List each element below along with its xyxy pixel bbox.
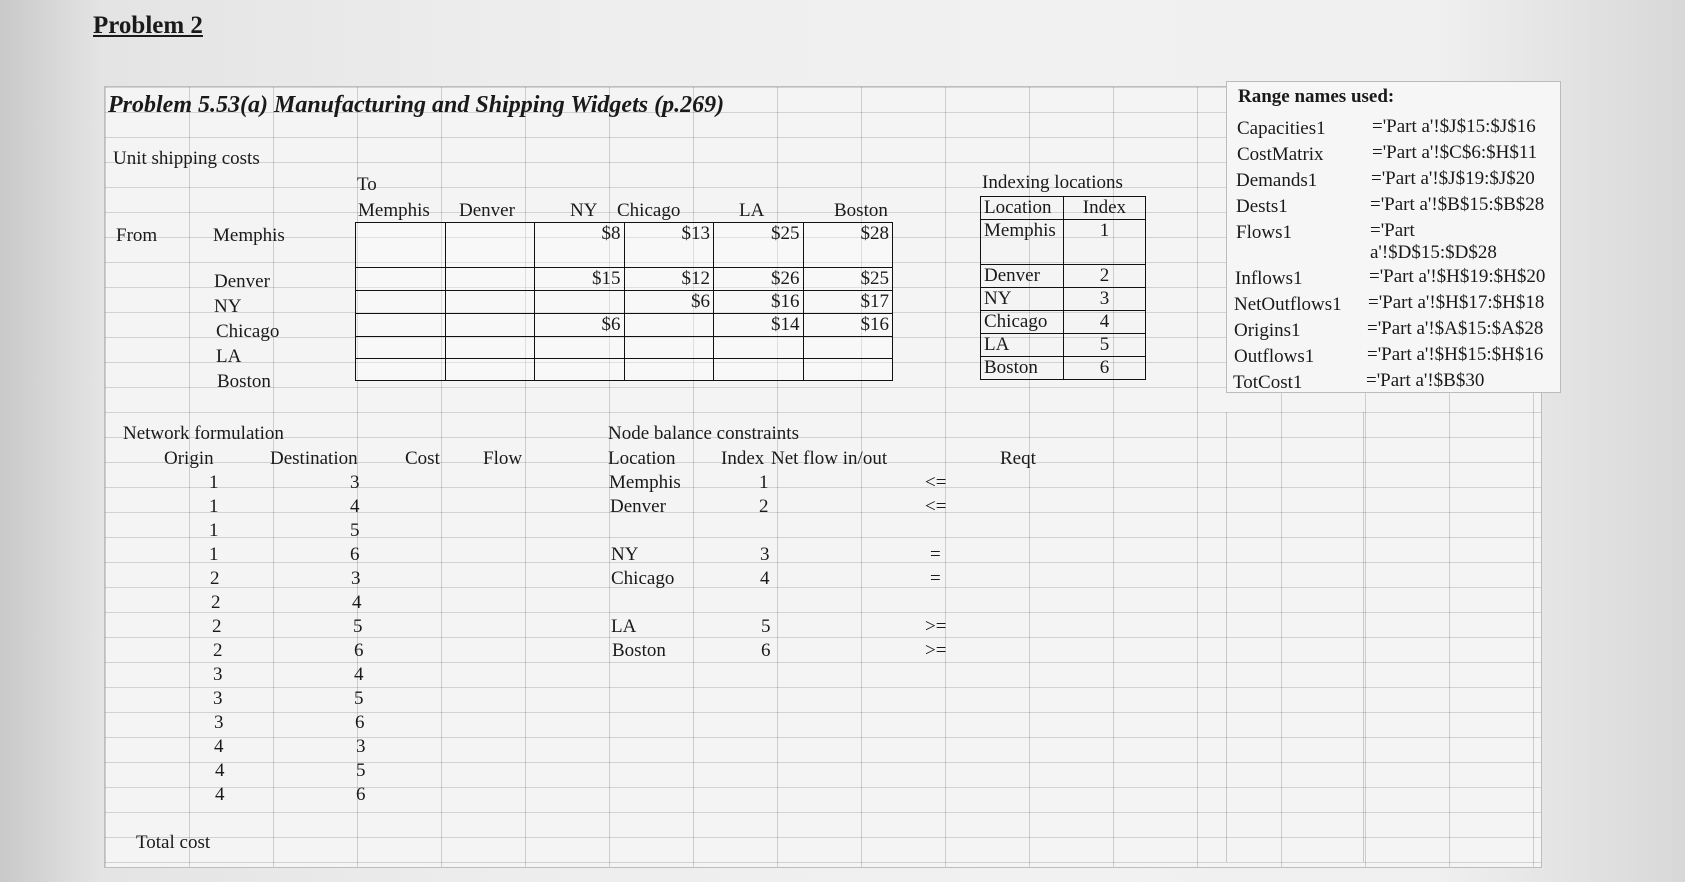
range-name: Inflows1 (1235, 268, 1303, 289)
range-name: CostMatrix (1237, 144, 1324, 165)
cost-cell[interactable] (445, 268, 535, 291)
indexing-index: 4 (1063, 311, 1145, 334)
dest-header-denver: Denver (459, 200, 515, 221)
indexing-title: Indexing locations (982, 172, 1123, 193)
node-location: Memphis (609, 472, 681, 493)
range-name: Outflows1 (1234, 346, 1315, 367)
node-header-index: Index (721, 448, 765, 469)
network-origin: 2 (213, 640, 223, 661)
cost-cell[interactable] (624, 337, 714, 359)
network-origin: 3 (213, 688, 223, 709)
network-destination: 3 (356, 736, 366, 757)
cost-cell[interactable]: $25 (714, 223, 804, 268)
network-origin: 3 (214, 712, 224, 733)
network-header-cost: Cost (405, 448, 440, 469)
origin-label: Denver (214, 271, 270, 292)
indexing-location: LA (981, 334, 1064, 357)
network-destination: 4 (352, 592, 362, 613)
node-location: Boston (612, 640, 666, 661)
network-origin: 1 (209, 544, 219, 565)
network-header-flow: Flow (483, 448, 523, 469)
node-index: 2 (759, 496, 769, 517)
origin-label: NY (214, 296, 242, 317)
network-label: Network formulation (123, 423, 284, 444)
indexing-location: Denver (981, 265, 1064, 288)
network-destination: 5 (350, 520, 360, 541)
cost-cell[interactable]: $25 (803, 268, 893, 291)
indexing-location: NY (981, 288, 1064, 311)
cost-cell[interactable]: $26 (714, 268, 804, 291)
page-title: Problem 2 (93, 12, 203, 39)
unit-shipping-label: Unit shipping costs (113, 148, 260, 169)
range-ref: ='Part a'!$H$15:$H$16 (1367, 344, 1544, 365)
network-destination: 6 (355, 712, 365, 733)
indexing-index: 3 (1063, 288, 1145, 311)
cost-cell[interactable] (535, 359, 625, 381)
network-origin: 2 (211, 592, 221, 613)
range-name: Capacities1 (1237, 118, 1326, 139)
indexing-index: 1 (1063, 220, 1145, 265)
indexing-index: 5 (1063, 334, 1145, 357)
cost-cell[interactable]: $15 (535, 268, 625, 291)
cost-matrix (355, 222, 893, 381)
cost-cell[interactable] (356, 337, 446, 359)
origin-label: Boston (217, 371, 271, 392)
indexing-location: Chicago (981, 311, 1064, 334)
problem-subtitle: Problem 5.53(a) Manufacturing and Shipping Widgets (p.269) (108, 92, 725, 118)
network-header-destination: Destination (270, 448, 358, 469)
cost-cell[interactable]: $8 (535, 223, 625, 268)
cost-cell[interactable] (356, 291, 446, 314)
dest-header-la: LA (739, 200, 765, 221)
network-destination: 3 (351, 568, 361, 589)
cost-cell[interactable]: $12 (624, 268, 714, 291)
cost-cell[interactable] (803, 359, 893, 381)
range-name: TotCost1 (1233, 372, 1303, 393)
indexing-table (980, 196, 1146, 380)
node-operator: >= (925, 640, 947, 661)
node-operator: <= (925, 496, 947, 517)
node-index: 6 (761, 640, 771, 661)
indexing-location: Memphis (981, 220, 1064, 265)
cost-cell[interactable]: $16 (803, 314, 893, 337)
node-header-location: Location (608, 448, 676, 469)
network-origin: 4 (215, 760, 225, 781)
cost-cell[interactable] (445, 314, 535, 337)
to-label: To (357, 174, 377, 195)
network-origin: 2 (210, 568, 220, 589)
dest-header-chicago: Chicago (617, 200, 681, 221)
dest-header-ny: NY (570, 200, 598, 221)
range-ref: a'!$D$15:$D$28 (1370, 242, 1497, 263)
node-location: LA (611, 616, 637, 637)
indexing-header: Location (981, 197, 1064, 220)
network-destination: 5 (354, 688, 364, 709)
node-header-netflow: Net flow in/out (771, 448, 888, 469)
node-operator: >= (925, 616, 947, 637)
node-index: 1 (759, 472, 769, 493)
range-ref: ='Part a'!$B$30 (1366, 370, 1485, 391)
network-header-origin: Origin (164, 448, 214, 469)
range-name: NetOutflows1 (1234, 294, 1342, 315)
cost-cell[interactable]: $16 (714, 291, 804, 314)
node-balance-label: Node balance constraints (608, 423, 799, 444)
cost-cell[interactable] (624, 314, 714, 337)
origin-label: Chicago (216, 321, 280, 342)
dest-header-memphis: Memphis (358, 200, 430, 221)
cost-cell[interactable] (445, 337, 535, 359)
cost-cell[interactable]: $28 (803, 223, 893, 268)
network-destination: 5 (353, 616, 363, 637)
grid-line (1226, 412, 1227, 862)
indexing-location: Boston (981, 357, 1064, 380)
indexing-header: Index (1063, 197, 1145, 220)
network-origin: 4 (215, 784, 225, 805)
cost-cell[interactable] (714, 359, 804, 381)
network-origin: 1 (209, 520, 219, 541)
range-name: Flows1 (1236, 222, 1292, 243)
network-destination: 5 (356, 760, 366, 781)
range-ref: ='Part a'!$A$15:$A$28 (1367, 318, 1544, 339)
network-destination: 6 (356, 784, 366, 805)
cost-cell[interactable] (535, 337, 625, 359)
network-destination: 4 (350, 496, 360, 517)
cost-cell[interactable] (356, 359, 446, 381)
range-ref: ='Part a'!$J$19:$J$20 (1371, 168, 1535, 189)
node-index: 5 (761, 616, 771, 637)
cost-cell[interactable] (356, 268, 446, 291)
dest-header-boston: Boston (834, 200, 888, 221)
range-ref: ='Part (1370, 220, 1415, 241)
range-name: Dests1 (1236, 196, 1288, 217)
range-name: Demands1 (1236, 170, 1318, 191)
cost-cell[interactable] (803, 337, 893, 359)
cost-cell[interactable] (445, 223, 535, 268)
node-location: Denver (610, 496, 666, 517)
range-ref: ='Part a'!$J$15:$J$16 (1372, 116, 1536, 137)
network-origin: 1 (209, 472, 219, 493)
cost-cell[interactable] (445, 359, 535, 381)
cost-cell[interactable]: $6 (624, 291, 714, 314)
indexing-index: 2 (1063, 265, 1145, 288)
cost-cell[interactable] (445, 291, 535, 314)
node-index: 3 (760, 544, 770, 565)
network-destination: 3 (350, 472, 360, 493)
indexing-index: 6 (1063, 357, 1145, 380)
network-destination: 6 (354, 640, 364, 661)
node-location: NY (611, 544, 639, 565)
from-label: From (116, 225, 158, 246)
cost-cell[interactable]: $13 (624, 223, 714, 268)
cost-cell[interactable] (714, 337, 804, 359)
cost-cell[interactable] (535, 291, 625, 314)
origin-label: LA (216, 346, 242, 367)
cost-cell[interactable]: $14 (714, 314, 804, 337)
total-cost-label: Total cost (136, 832, 211, 853)
cost-cell[interactable]: $6 (535, 314, 625, 337)
node-operator: <= (925, 472, 947, 493)
network-origin: 2 (212, 616, 222, 637)
cost-cell[interactable] (624, 359, 714, 381)
node-location: Chicago (611, 568, 675, 589)
cost-cell[interactable]: $17 (803, 291, 893, 314)
node-index: 4 (760, 568, 770, 589)
node-operator: = (930, 544, 941, 565)
network-origin: 1 (209, 496, 219, 517)
range-ref: ='Part a'!$H$19:$H$20 (1369, 266, 1546, 287)
network-origin: 4 (214, 736, 224, 757)
range-names-title: Range names used: (1238, 86, 1395, 107)
cost-cell[interactable] (356, 223, 446, 268)
node-operator: = (930, 568, 941, 589)
network-destination: 4 (354, 664, 364, 685)
grid-line (1363, 412, 1364, 862)
range-ref: ='Part a'!$B$15:$B$28 (1370, 194, 1545, 215)
origin-label: Memphis (213, 225, 285, 246)
node-header-reqt: Reqt (1000, 448, 1036, 469)
range-ref: ='Part a'!$C$6:$H$11 (1372, 142, 1538, 163)
network-destination: 6 (350, 544, 360, 565)
range-ref: ='Part a'!$H$17:$H$18 (1368, 292, 1545, 313)
network-origin: 3 (213, 664, 223, 685)
cost-cell[interactable] (356, 314, 446, 337)
range-name: Origins1 (1234, 320, 1301, 341)
